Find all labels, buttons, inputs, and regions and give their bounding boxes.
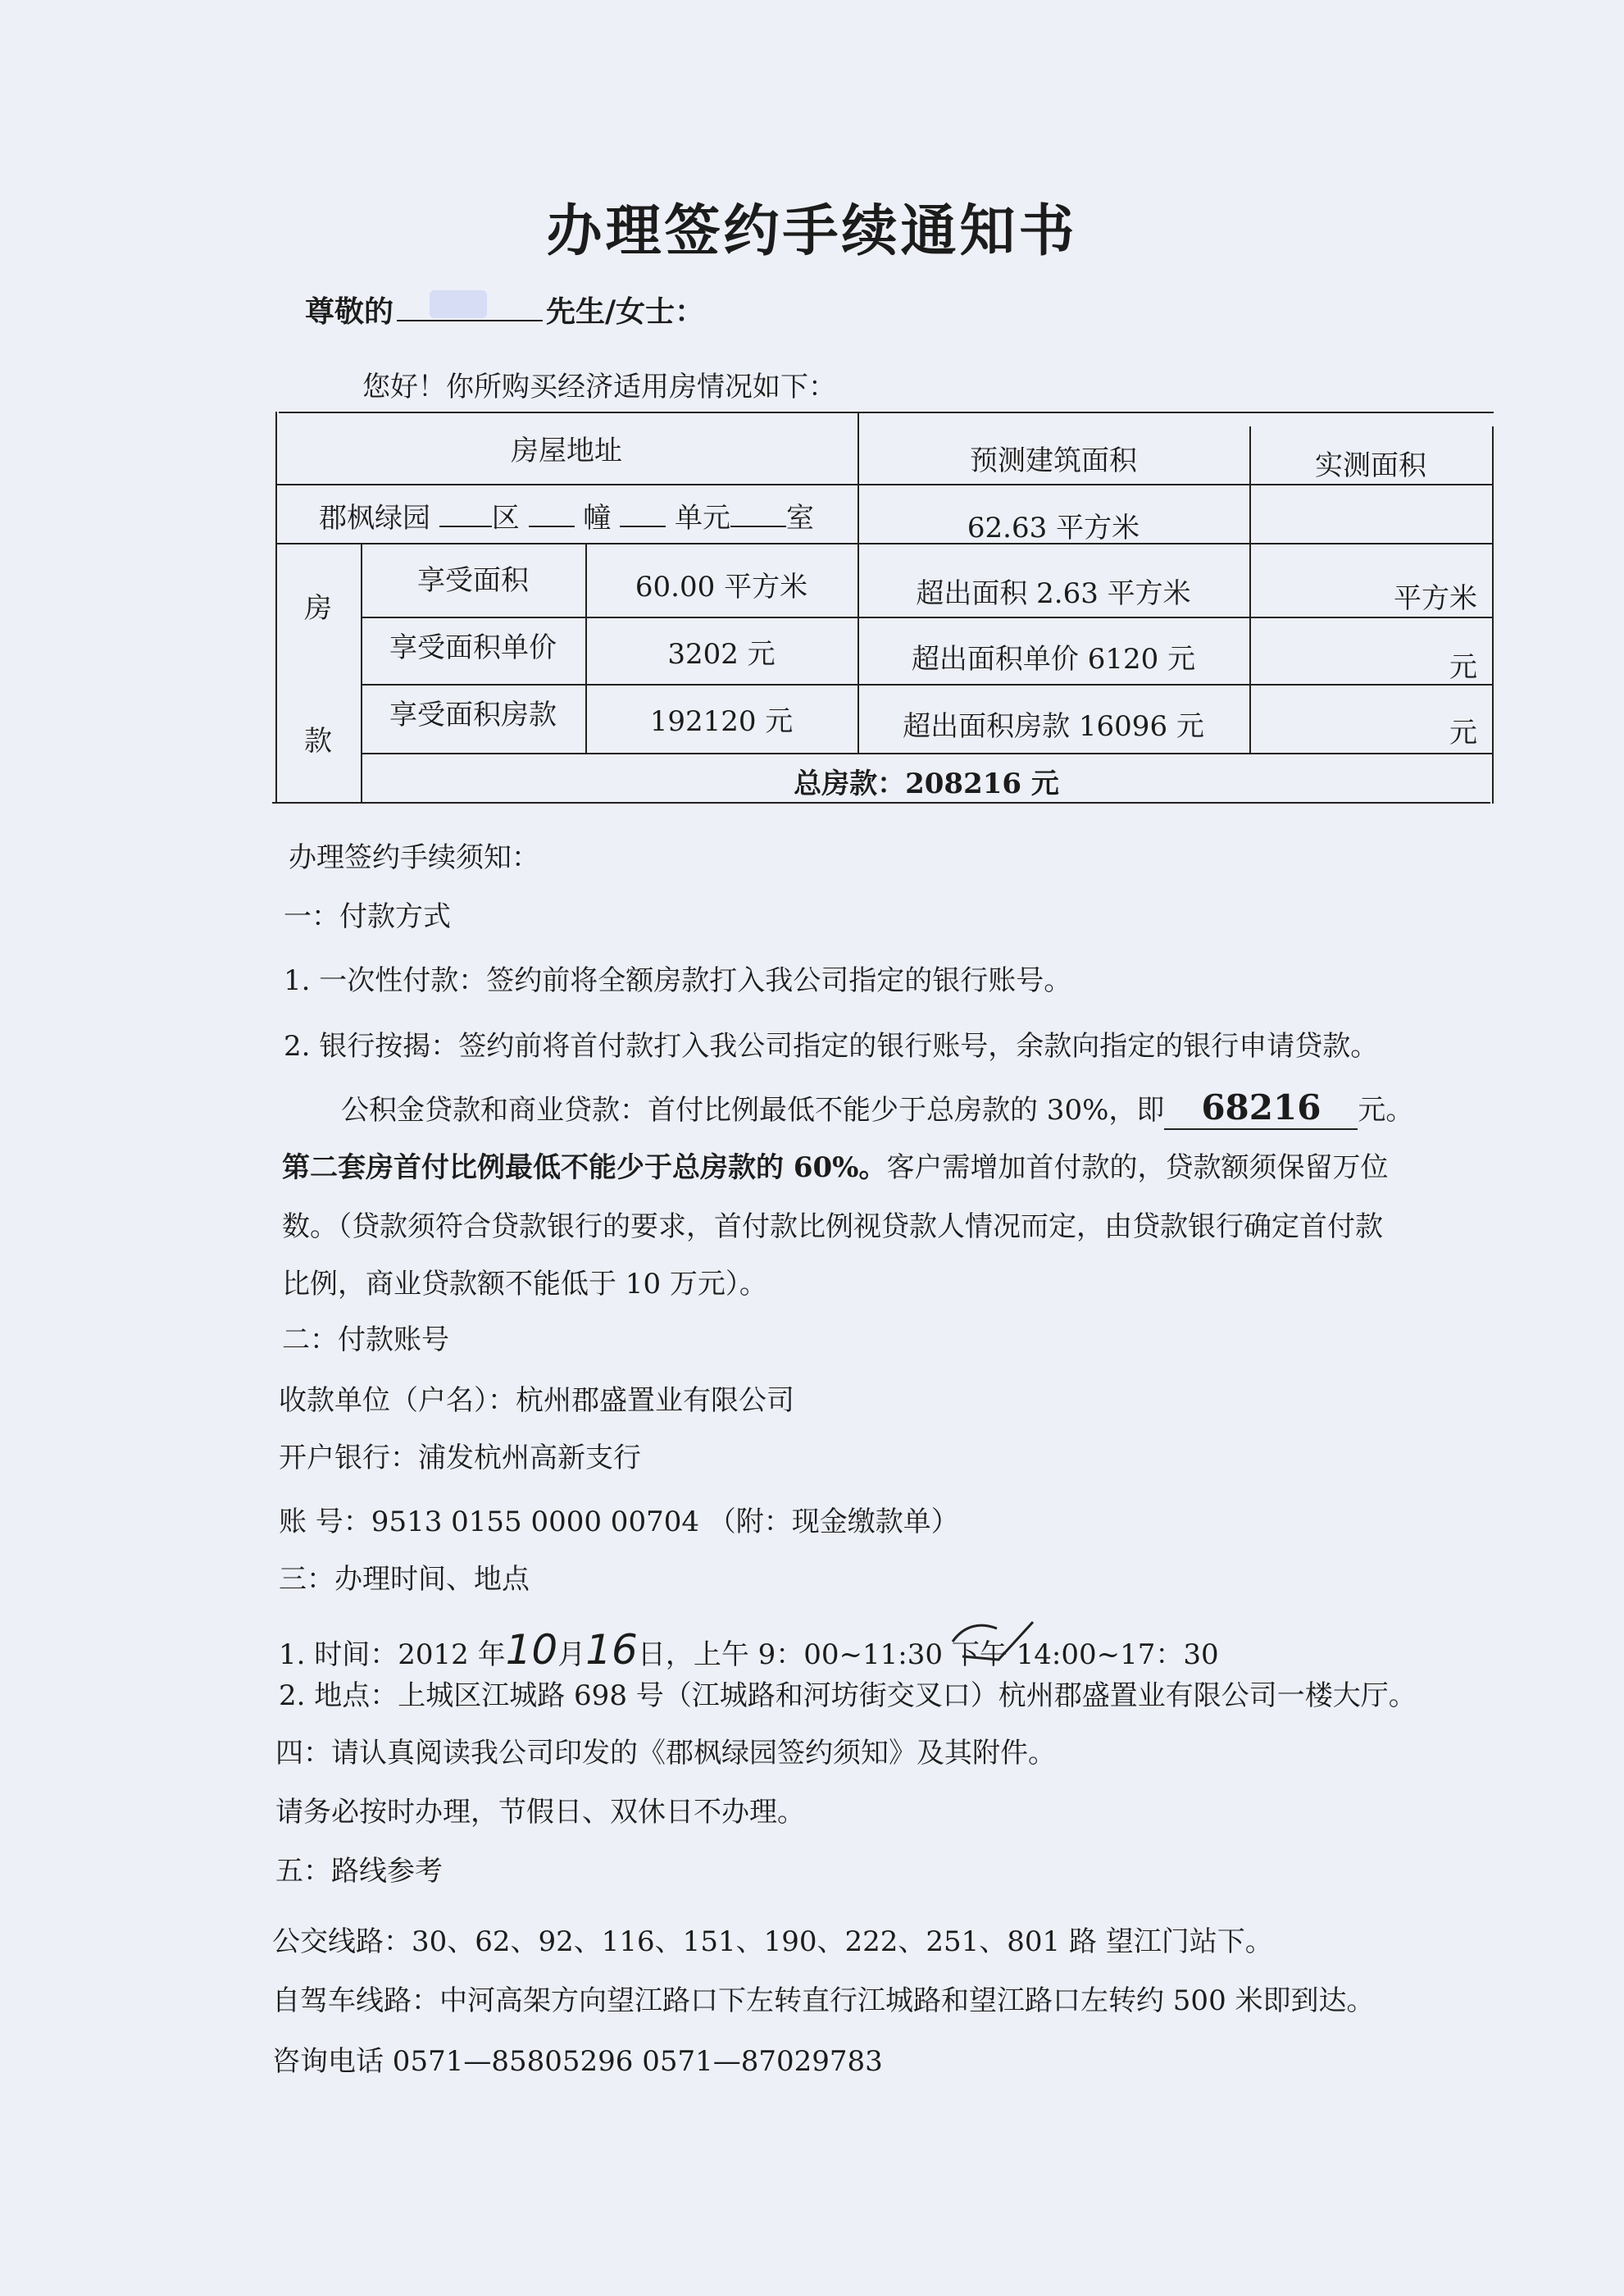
address-shi: 室: [786, 502, 815, 535]
second-home-bold: 第二套房首付比例最低不能少于总房款的 60%。: [282, 1151, 887, 1184]
loan-note-line-3: 比例，商业贷款额不能低于 10 万元）。: [282, 1268, 767, 1301]
address-estate: 郡枫绿园: [318, 502, 430, 535]
name-blank: [397, 295, 543, 321]
section-3-title: 三：办理时间、地点: [279, 1563, 530, 1596]
section-4: 四：请认真阅读我公司印发的《郡枫绿园签约须知》及其附件。: [275, 1737, 1056, 1770]
car-route: 自驾车线路：中河高架方向望江路口下左转直行江城路和望江路口左转约 500 米即到达。: [272, 1984, 1375, 2017]
payment-lump-sum: 1. 一次性付款：签约前将全额房款打入我公司指定的银行账号。: [284, 964, 1072, 997]
address-danyuan: 单元: [675, 502, 731, 535]
payment-mortgage: 2. 银行按揭：签约前将首付款打入我公司指定的银行账号，余款向指定的银行申请贷款。: [284, 1030, 1379, 1063]
row2-measured: 元: [1449, 651, 1477, 684]
row1-value: 60.00 平方米: [635, 571, 808, 604]
time-prefix: 1. 时间：2012 年: [279, 1638, 506, 1671]
bus-route: 公交线路：30、62、92、116、151、190、222、251、801 路 望江门站下。: [272, 1925, 1273, 1958]
salutation: [305, 289, 704, 330]
table-rule: [275, 484, 1494, 485]
row1-excess: 超出面积 2.63 平方米: [916, 577, 1191, 610]
blank-shi: [730, 503, 786, 527]
side-label-fang: 房: [304, 592, 332, 625]
table-rule: [361, 617, 1492, 618]
row3-label: 享受面积房款: [389, 699, 557, 731]
address-qu: 区: [491, 502, 520, 535]
notice-heading: 办理签约手续须知：: [289, 841, 539, 874]
loan-note-line-2: 数。（贷款须符合贷款银行的要求，首付款比例视贷款人情况而定，由贷款银行确定首付款: [282, 1210, 1383, 1243]
row2-value: 3202 元: [667, 638, 776, 671]
row2-excess: 超出面积单价 6120 元: [911, 643, 1196, 676]
loan-text: 公积金贷款和商业贷款：首付比例最低不能少于总房款的 30%，即: [341, 1094, 1165, 1127]
row2-label: 享受面积单价: [389, 631, 557, 664]
blank-zhuang: [529, 503, 575, 527]
row3-value: 192120 元: [649, 705, 794, 738]
month-unit: 月: [557, 1638, 586, 1671]
total-price: 总房款：208216 元: [794, 768, 1059, 800]
account-number: 账 号：9513 0155 0000 00704 （附：现金缴款单）: [279, 1506, 959, 1538]
row1-label: 享受面积: [417, 564, 529, 597]
table-border-bottom: [272, 802, 1490, 804]
signing-place: 2. 地点：上城区江城路 698 号（江城路和河坊街交叉口）杭州郡盛置业有限公司一楼大厅。: [279, 1679, 1417, 1712]
table-border-right: [1492, 426, 1494, 804]
section-5-title: 五：路线参考: [275, 1855, 443, 1888]
payee: 收款单位（户名）：杭州郡盛置业有限公司: [279, 1384, 794, 1417]
signing-time: [279, 1625, 1219, 1674]
header-measured-area: 实测面积: [1315, 449, 1426, 482]
row1-measured: 平方米: [1394, 582, 1477, 615]
loan-unit: 元。: [1358, 1094, 1414, 1127]
side-label-kuan: 款: [304, 725, 332, 758]
document-title: 办理签约手续通知书: [546, 198, 1078, 264]
address-value: [275, 495, 857, 535]
attendance-note: 请务必按时办理，节假日、双休日不办理。: [275, 1796, 805, 1829]
blank-danyuan: [620, 503, 666, 527]
bank: 开户银行：浦发杭州高新支行: [279, 1442, 641, 1474]
handwritten-month: 10: [505, 1626, 558, 1674]
loan-amount: 68216: [1164, 1087, 1358, 1130]
predicted-area-value: 62.63 平方米: [967, 512, 1140, 544]
blank-qu: [439, 503, 492, 527]
greeting: 您好！你所购买经济适用房情况如下：: [362, 371, 836, 403]
section-2-title: 二：付款账号: [282, 1323, 449, 1356]
header-predicted-area: 预测建筑面积: [970, 444, 1137, 477]
handwritten-day: 16: [585, 1626, 638, 1674]
loan-downpayment: [341, 1087, 1413, 1130]
table-border-top: [279, 412, 1494, 413]
contact-phone: 咨询电话 0571—85805296 0571—87029783: [272, 2045, 883, 2078]
salutation-suffix: 先生/女士：: [546, 294, 705, 329]
handwritten-check-mark: [948, 1617, 1038, 1666]
header-address: 房屋地址: [511, 435, 622, 467]
table-rule: [361, 753, 1492, 754]
section-1-title: 一：付款方式: [284, 900, 451, 933]
address-zhuang: 幢: [583, 502, 612, 535]
row3-excess: 超出面积房款 16096 元: [903, 710, 1204, 743]
second-home-rule: [282, 1151, 1388, 1185]
redacted-name: [430, 290, 487, 318]
row3-measured: 元: [1449, 717, 1477, 749]
time-suffix: 日，上午 9：00~11:30 下午 14:00~17：30: [637, 1638, 1219, 1671]
second-home-rest: 客户需增加首付款的，贷款额须保留万位: [886, 1151, 1389, 1184]
salutation-prefix: 尊敬的: [305, 294, 394, 329]
